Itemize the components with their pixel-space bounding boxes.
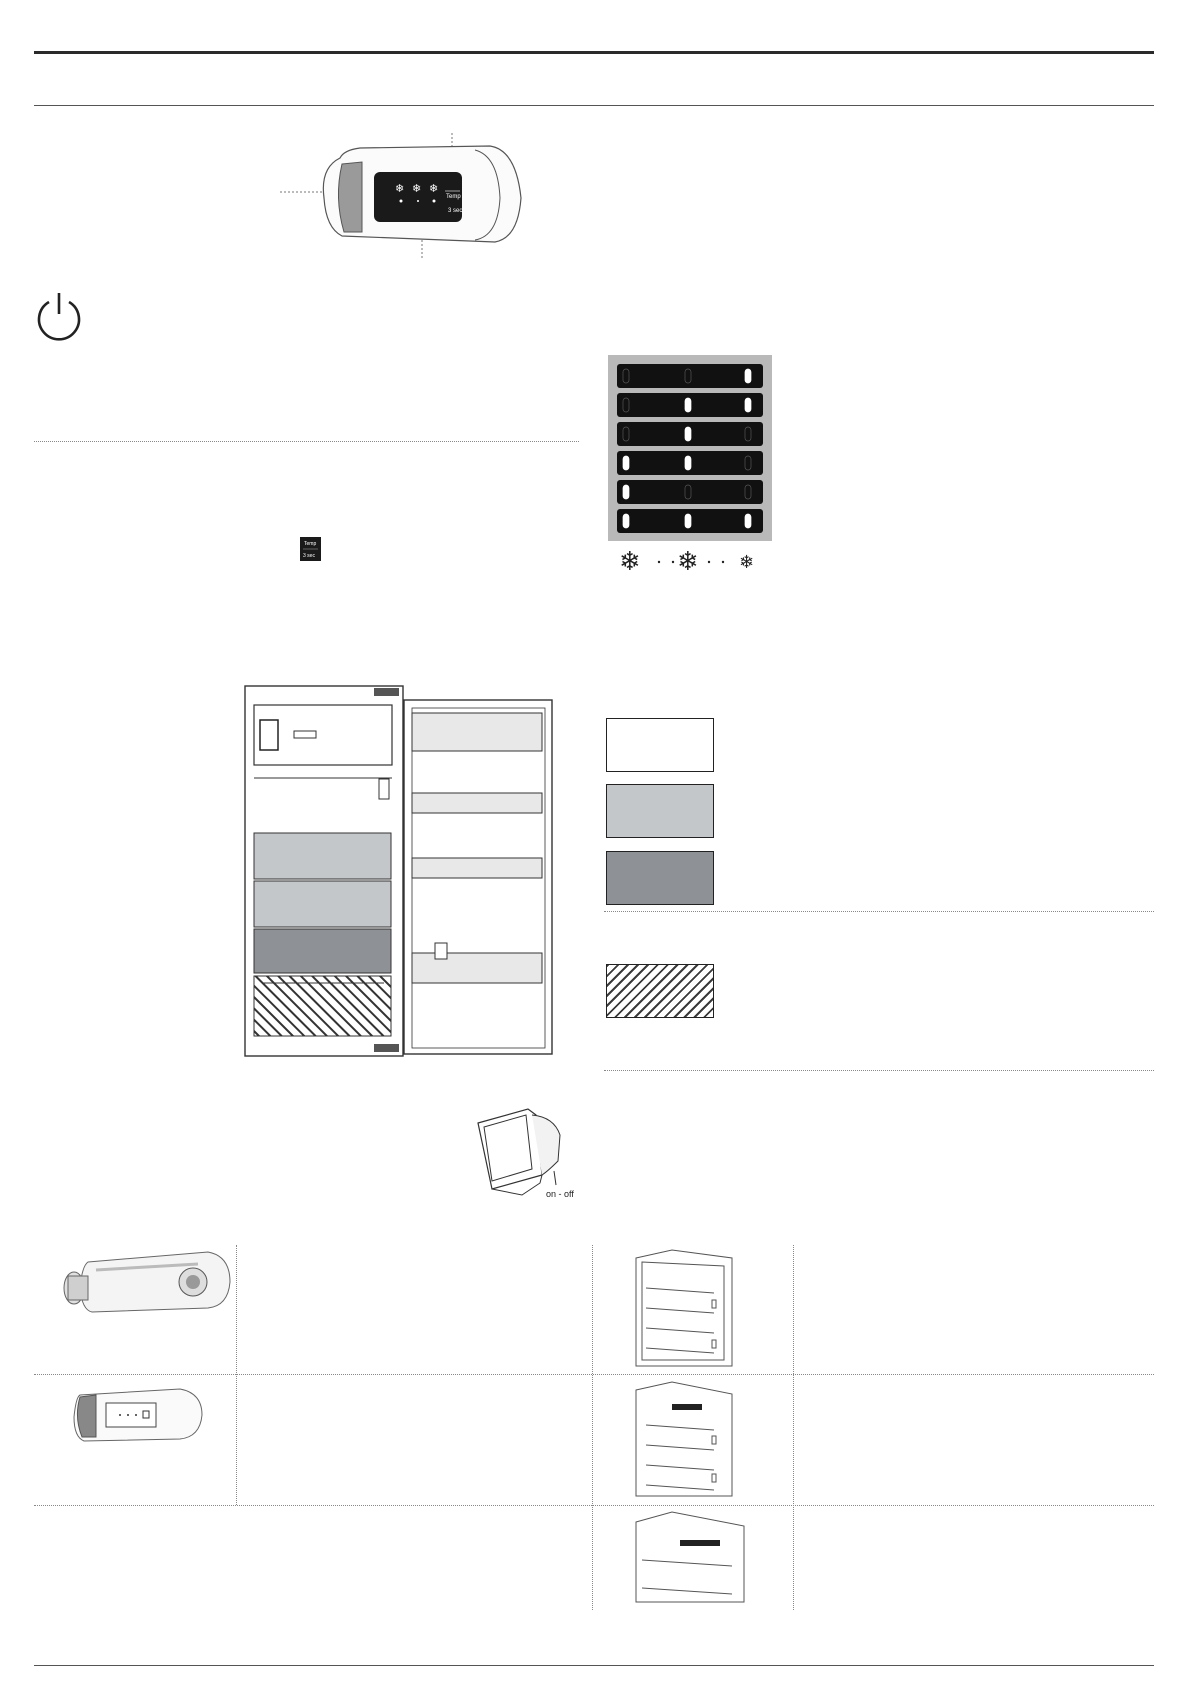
indicator-light-off [685, 369, 691, 383]
indicator-light-off [623, 427, 629, 441]
footer-rule [34, 1665, 1154, 1666]
indicator-light-on [745, 398, 751, 412]
table-row-divider [34, 1374, 1154, 1375]
light-switch-label: on - off [546, 1189, 574, 1199]
light-switch-illustration [462, 1105, 574, 1200]
snowflake-icon: ❄ [677, 548, 699, 576]
header-sub-rule [34, 105, 1154, 106]
legend-light-grey-zone [606, 784, 714, 838]
header-rule [34, 51, 1154, 54]
svg-text:❄: ❄ [412, 182, 422, 195]
indicator-light-on [745, 369, 751, 383]
indicator-light-on [685, 427, 691, 441]
control-panel-temp-label: Temp [446, 194, 461, 200]
temp-icon-3sec-label: 3 sec [303, 553, 315, 559]
indicator-light-on [685, 456, 691, 470]
indicator-light-on [623, 485, 629, 499]
shelf-illustration-2 [632, 1380, 742, 1500]
control-panel-3sec-label: 3 sec [448, 208, 463, 214]
indicator-light-off [623, 398, 629, 412]
snowflake-icon: ❄ [395, 182, 405, 195]
shelf-illustration-3 [632, 1510, 752, 1605]
temp-button-icon [300, 537, 321, 561]
legend-dark-grey-zone [606, 851, 714, 905]
indicator-light-on [685, 514, 691, 528]
svg-text:❄: ❄ [429, 182, 439, 195]
snowflake-scale [617, 548, 767, 576]
indicator-light-on [745, 514, 751, 528]
power-icon [34, 290, 84, 342]
temp-icon-label: Temp [304, 541, 317, 547]
light-unit-buttons-illustration [70, 1385, 205, 1445]
shelf-illustration-1 [632, 1248, 742, 1368]
legend-hatched-zone [606, 964, 714, 1018]
table-col-divider [793, 1245, 794, 1610]
legend-white-zone [606, 718, 714, 772]
indicator-light-on [623, 514, 629, 528]
indicator-light-on [685, 398, 691, 412]
snowflake-icon: ❄ [739, 552, 755, 573]
indicator-light-off [623, 369, 629, 383]
fridge-interior-illustration [244, 683, 554, 1061]
legend-divider [604, 911, 1154, 912]
indicator-light-off [685, 485, 691, 499]
table-col-divider [236, 1245, 237, 1505]
light-unit-knob-illustration [58, 1248, 233, 1318]
legend-bottom-divider [604, 1070, 1154, 1071]
table-col-divider [592, 1245, 593, 1610]
indicator-light-off [745, 427, 751, 441]
snowflake-icon: ❄ [619, 548, 641, 576]
indicator-light-off [745, 456, 751, 470]
control-panel-illustration [270, 128, 560, 263]
table-row-divider [34, 1505, 1154, 1506]
indicator-light-off [745, 485, 751, 499]
indicator-light-on [623, 456, 629, 470]
temperature-indicator-panel [608, 355, 772, 573]
section-divider [34, 441, 579, 442]
